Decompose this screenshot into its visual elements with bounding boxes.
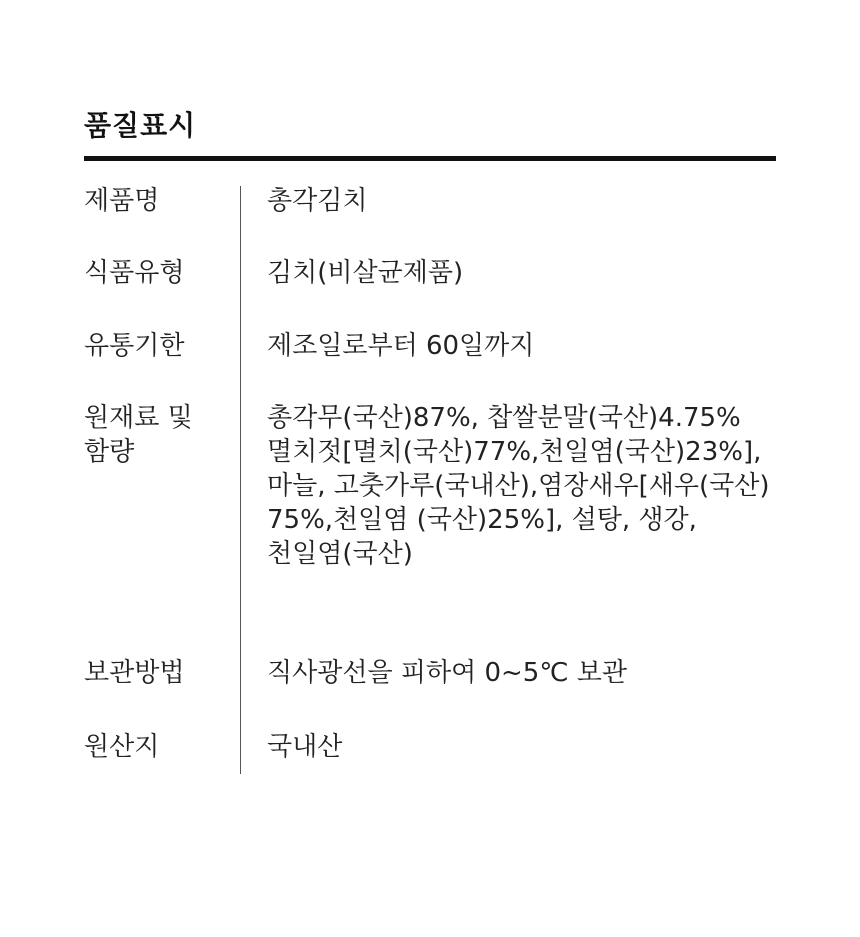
value-line: 75%,천일염 (국산)25%], 설탕, 생강,: [267, 505, 697, 535]
value-line: 멸치젓[멸치(국산)77%,천일염(국산)23%],: [267, 437, 762, 467]
value-line: 천일염(국산): [267, 539, 413, 569]
title-underline-divider: [84, 156, 776, 161]
value-line: 김치(비살균제품): [267, 258, 464, 288]
value-line: 직사광선을 피하여 0~5℃ 보관: [267, 658, 628, 688]
row-value: [267, 329, 827, 363]
value-line: 제조일로부터 60일까지: [267, 331, 535, 361]
row-label: 식품유형: [84, 258, 185, 288]
row-label: 제품명: [84, 186, 160, 216]
row-value: [267, 184, 827, 218]
page-title: 품질표시: [84, 109, 197, 142]
row-label: [84, 401, 234, 469]
value-line: 총각무(국산)87%, 찹쌀분말(국산)4.75%: [267, 403, 741, 433]
column-divider: [240, 186, 241, 774]
value-line: 국내산: [267, 732, 343, 762]
row-label: 보관방법: [84, 658, 185, 688]
row-value: [267, 256, 827, 290]
label-line: 함량: [84, 437, 135, 467]
value-line: 마늘, 고춧가루(국내산),염장새우[새우(국산): [267, 471, 770, 501]
row-value: [267, 401, 827, 571]
label-line: 원재료 및: [84, 403, 193, 433]
row-value: [267, 656, 827, 690]
row-label: 원산지: [84, 732, 160, 762]
row-value: [267, 730, 827, 764]
value-line: 총각김치: [267, 186, 368, 216]
row-label: 유통기한: [84, 331, 185, 361]
